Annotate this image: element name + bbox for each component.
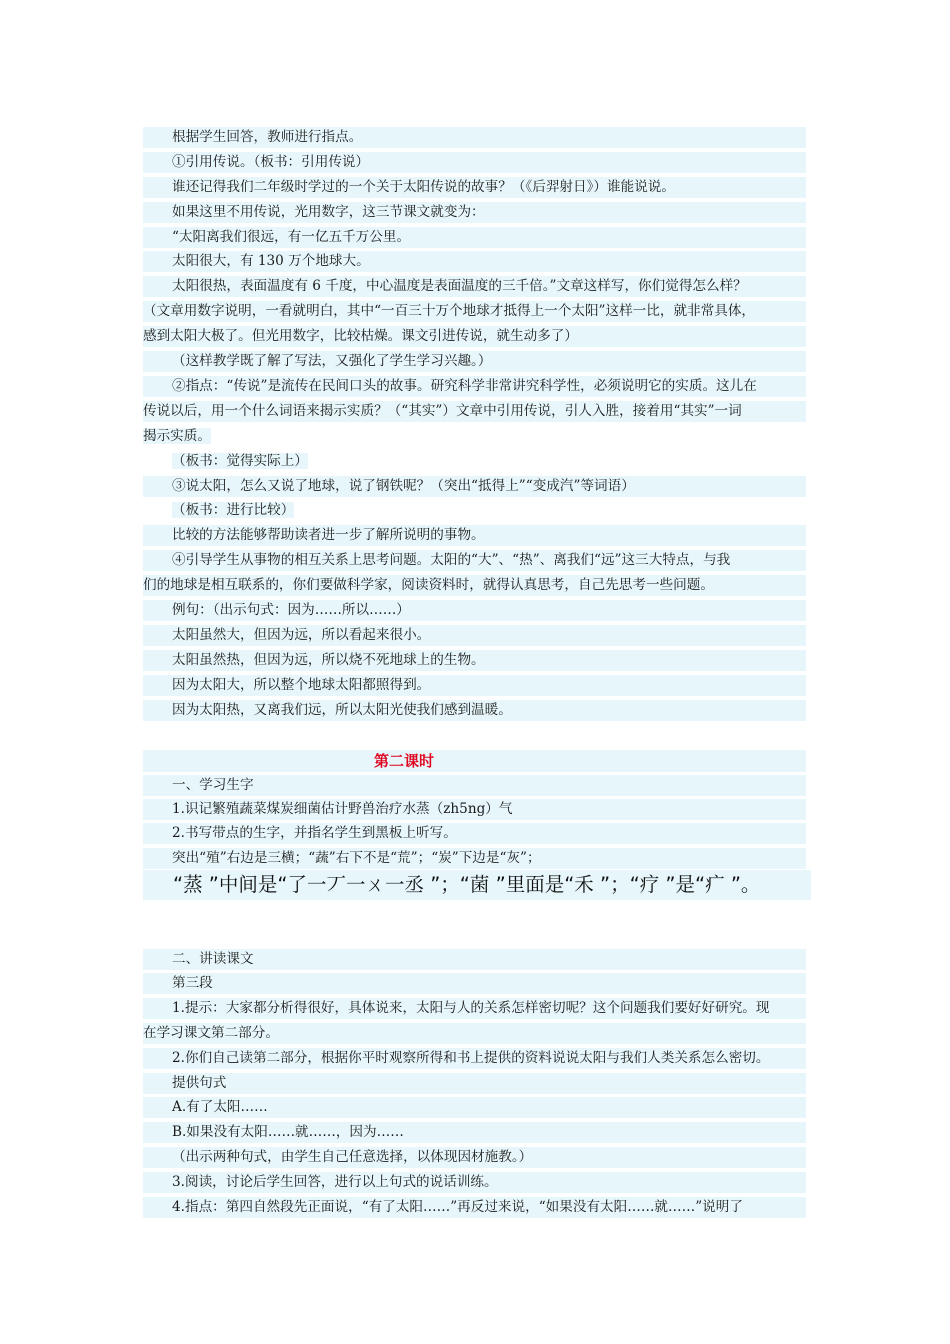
paragraph-line: 比较的方法能够帮助读者进一步了解所说明的事物。 <box>143 525 806 546</box>
paragraph-line: 在学习课文第二部分。 <box>143 1023 806 1044</box>
paragraph-line: 传说以后，用一个什么词语来揭示实质？（“其实”）文章中引用传说，引人入胜，接着用“其实”一词 <box>143 401 806 422</box>
paragraph-line: B.如果没有太阳……就……，因为…… <box>143 1122 806 1143</box>
paragraph-line: 太阳很大，有 130 万个地球大。 <box>143 251 806 272</box>
paragraph-line: 例句：（出示句式：因为……所以……） <box>143 600 806 621</box>
section-heading <box>143 750 806 772</box>
paragraph-line: 因为太阳热，又离我们远，所以太阳光使我们感到温暖。 <box>143 700 806 721</box>
paragraph-line: A.有了太阳…… <box>143 1097 806 1118</box>
paragraph-line: 2.你们自己读第二部分，根据你平时观察所得和书上提供的资料说说太阳与我们人类关系怎么密切。 <box>143 1048 806 1069</box>
character-structure-line <box>143 870 811 900</box>
character-structure-text: “蒸 ”中间是“了一丆一ㄨ一丞 ”；“菌 ”里面是“禾 ”；“疗 ”是“疒 ”。 <box>173 873 761 896</box>
paragraph-line: 们的地球是相互联系的，你们要做科学家，阅读资料时，就得认真思考，自己先思考一些问题。 <box>143 575 806 596</box>
paragraph-line: 提供句式 <box>143 1073 806 1094</box>
section-heading-text: 第二课时 <box>374 752 435 770</box>
paragraph-line: （板书：觉得实际上） <box>172 453 308 469</box>
paragraph-line: 根据学生回答，教师进行指点。 <box>143 127 806 148</box>
paragraph-line: 谁还记得我们二年级时学过的一个关于太阳传说的故事？（《后羿射日》）谁能说说。 <box>143 177 806 198</box>
paragraph-line: 2.书写带点的生字，并指名学生到黑板上听写。 <box>143 823 806 844</box>
paragraph-line: （文章用数字说明，一看就明白，其中“一百三十万个地球才抵得上一个太阳”这样一比，就非常具体， <box>143 301 806 322</box>
paragraph-line: 1.提示：大家都分析得很好，具体说来，太阳与人的关系怎样密切呢？这个问题我们要好好研究。现 <box>143 998 806 1019</box>
paragraph-line: （这样教学既了解了写法，又强化了学生学习兴趣。） <box>143 351 806 372</box>
paragraph-line: ③说太阳，怎么又说了地球，说了钢铁呢？（突出“抵得上”“变成汽”等词语） <box>143 476 806 497</box>
paragraph-line: 4.指点：第四自然段先正面说，“有了太阳……”再反过来说，“如果没有太阳……就……”说明了 <box>143 1197 806 1218</box>
paragraph-line: ①引用传说。（板书：引用传说） <box>143 152 806 173</box>
paragraph-line: 3.阅读，讨论后学生回答，进行以上句式的说话训练。 <box>143 1172 806 1193</box>
paragraph-line: ④引导学生从事物的相互关系上思考问题。太阳的“大”、“热”、离我们“远”这三大特点，与我 <box>143 550 806 571</box>
paragraph-line: 第三段 <box>143 973 806 994</box>
paragraph-line: （出示两种句式，由学生自己任意选择，以体现因材施教。） <box>143 1147 806 1168</box>
paragraph-line: “太阳离我们很远，有一亿五千万公里。 <box>143 227 806 248</box>
paragraph-line: 二、讲读课文 <box>143 949 806 970</box>
paragraph-line: 太阳虽然热，但因为远，所以烧不死地球上的生物。 <box>143 650 806 671</box>
paragraph-line: 感到太阳大极了。但光用数字，比较枯燥。课文引进传说，就生动多了） <box>143 326 806 347</box>
paragraph-line: 1.识记繁殖蔬菜煤炭细菌估计野兽治疗水蒸（zh5ng）气 <box>143 799 806 820</box>
paragraph-line: 如果这里不用传说，光用数字，这三节课文就变为： <box>143 202 806 223</box>
paragraph-line: 一、学习生字 <box>143 775 806 796</box>
paragraph-line: 因为太阳大，所以整个地球太阳都照得到。 <box>143 675 806 696</box>
paragraph-line: 揭示实质。 <box>143 428 211 444</box>
paragraph-line: 太阳很热，表面温度有 6 千度，中心温度是表面温度的三千倍。”文章这样写，你们觉得怎么样？ <box>143 276 806 297</box>
paragraph-line: ②指点：“传说”是流传在民间口头的故事。研究科学非常讲究科学性，必须说明它的实质。这儿在 <box>143 376 806 397</box>
paragraph-line: （板书：进行比较） <box>172 502 295 518</box>
paragraph-line: 太阳虽然大，但因为远，所以看起来很小。 <box>143 625 806 646</box>
paragraph-line: 突出“殖”右边是三横；“蔬”右下不是“荒”；“炭”下边是“灰”； <box>143 848 806 869</box>
